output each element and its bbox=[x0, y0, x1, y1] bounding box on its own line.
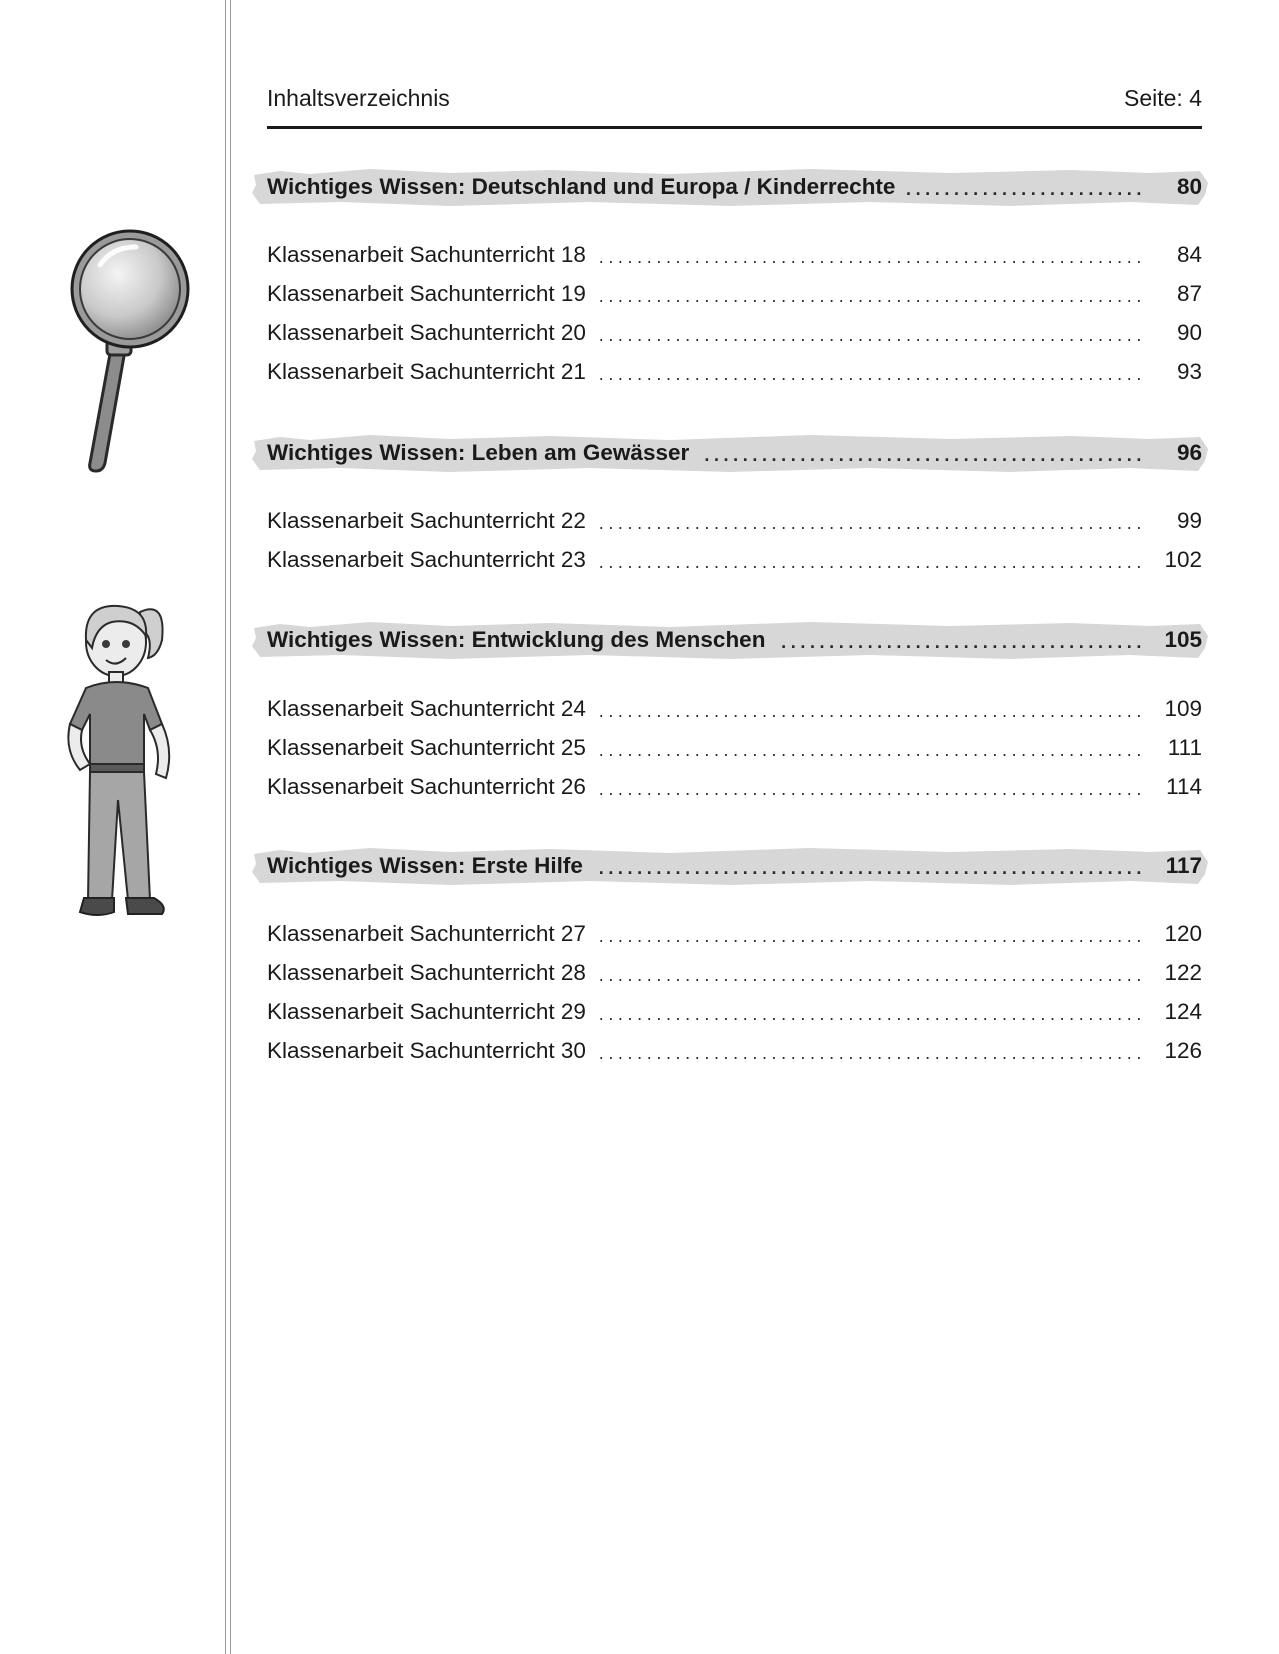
toc-title: Wichtiges Wissen: Deutschland und Europa / Kinderrechte bbox=[267, 174, 896, 199]
toc-entry-row[interactable] bbox=[267, 1036, 1202, 1066]
toc-page-number: 109 bbox=[1164, 696, 1202, 721]
toc-title: Klassenarbeit Sachunterricht 20 bbox=[267, 320, 586, 345]
toc-page-number: 124 bbox=[1164, 999, 1202, 1024]
leader-dots: ......................................................... bbox=[598, 247, 1146, 267]
toc-entry-row[interactable] bbox=[267, 506, 1202, 536]
toc-entry-row[interactable] bbox=[267, 733, 1202, 763]
toc-page-number: 99 bbox=[1176, 508, 1202, 533]
toc-entry-row[interactable] bbox=[267, 545, 1202, 575]
toc-section-row[interactable] bbox=[267, 625, 1202, 655]
toc-page-number: 90 bbox=[1176, 320, 1202, 345]
toc-entry-row[interactable] bbox=[267, 318, 1202, 348]
toc-entry-row[interactable] bbox=[267, 279, 1202, 309]
toc-title: Wichtiges Wissen: Erste Hilfe bbox=[267, 853, 583, 878]
toc-title: Klassenarbeit Sachunterricht 30 bbox=[267, 1038, 586, 1063]
toc-title: Klassenarbeit Sachunterricht 19 bbox=[267, 281, 586, 306]
toc-entry-row[interactable] bbox=[267, 919, 1202, 949]
toc-title: Klassenarbeit Sachunterricht 18 bbox=[267, 242, 586, 267]
toc-title: Klassenarbeit Sachunterricht 23 bbox=[267, 547, 586, 572]
toc-page-number: 120 bbox=[1164, 921, 1202, 946]
toc-page-number: 111 bbox=[1167, 735, 1202, 760]
margin-rule bbox=[230, 0, 231, 1654]
toc-page-number: 80 bbox=[1176, 174, 1202, 199]
toc-entry-row[interactable] bbox=[267, 772, 1202, 802]
toc-section-row[interactable] bbox=[267, 438, 1202, 468]
leader-dots: ......................................................... bbox=[598, 552, 1146, 572]
leader-dots: ......................................................... bbox=[598, 1004, 1146, 1024]
page-title: Inhaltsverzeichnis bbox=[267, 85, 450, 111]
toc-page-number: 117 bbox=[1165, 853, 1202, 878]
leader-dots: ......................................................... bbox=[598, 965, 1146, 985]
page-header bbox=[267, 80, 1202, 129]
toc-page-number: 114 bbox=[1166, 774, 1202, 799]
toc-section-row[interactable] bbox=[267, 851, 1202, 881]
leader-dots: ......................... bbox=[905, 179, 1146, 199]
leader-dots: ......................................................... bbox=[598, 513, 1146, 533]
toc-page-number: 126 bbox=[1164, 1038, 1202, 1063]
leader-dots: ......................................................... bbox=[598, 701, 1146, 721]
leader-dots: ......................................................... bbox=[598, 926, 1146, 946]
leader-dots: ......................................................... bbox=[598, 740, 1146, 760]
toc-page-number: 102 bbox=[1164, 547, 1202, 572]
page-number: Seite: 4 bbox=[1124, 85, 1202, 111]
leader-dots: ......................................................... bbox=[598, 779, 1146, 799]
leader-dots: .............................................. bbox=[704, 445, 1146, 465]
toc-page-number: 96 bbox=[1176, 440, 1202, 465]
leader-dots: ...................................... bbox=[781, 632, 1146, 652]
toc-title: Klassenarbeit Sachunterricht 28 bbox=[267, 960, 586, 985]
toc-title: Klassenarbeit Sachunterricht 24 bbox=[267, 696, 586, 721]
toc-title: Klassenarbeit Sachunterricht 26 bbox=[267, 774, 586, 799]
toc-entry-row[interactable] bbox=[267, 694, 1202, 724]
leader-dots: ......................................................... bbox=[598, 858, 1146, 878]
toc-page-number: 87 bbox=[1176, 281, 1202, 306]
toc-page-number: 93 bbox=[1176, 359, 1202, 384]
toc-title: Wichtiges Wissen: Entwicklung des Menschen bbox=[267, 627, 766, 652]
leader-dots: ......................................................... bbox=[598, 364, 1146, 384]
leader-dots: ......................................................... bbox=[598, 286, 1146, 306]
toc-title: Klassenarbeit Sachunterricht 27 bbox=[267, 921, 586, 946]
toc-title: Klassenarbeit Sachunterricht 25 bbox=[267, 735, 586, 760]
toc-page-number: 122 bbox=[1164, 960, 1202, 985]
toc-section-row[interactable] bbox=[267, 172, 1202, 202]
magnifying-glass-icon bbox=[60, 225, 200, 475]
leader-dots: ......................................................... bbox=[598, 325, 1146, 345]
toc-page-number: 84 bbox=[1176, 242, 1202, 267]
toc-entry-row[interactable] bbox=[267, 357, 1202, 387]
toc-entry-row[interactable] bbox=[267, 958, 1202, 988]
toc-title: Klassenarbeit Sachunterricht 21 bbox=[267, 359, 586, 384]
leader-dots: ......................................................... bbox=[598, 1043, 1146, 1063]
toc-title: Klassenarbeit Sachunterricht 29 bbox=[267, 999, 586, 1024]
toc-entry-row[interactable] bbox=[267, 997, 1202, 1027]
girl-character-icon bbox=[62, 600, 182, 930]
toc-entry-row[interactable] bbox=[267, 240, 1202, 270]
toc-title: Wichtiges Wissen: Leben am Gewässer bbox=[267, 440, 690, 465]
toc-page-number: 105 bbox=[1164, 627, 1202, 652]
toc-title: Klassenarbeit Sachunterricht 22 bbox=[267, 508, 586, 533]
margin-rule bbox=[225, 0, 226, 1654]
